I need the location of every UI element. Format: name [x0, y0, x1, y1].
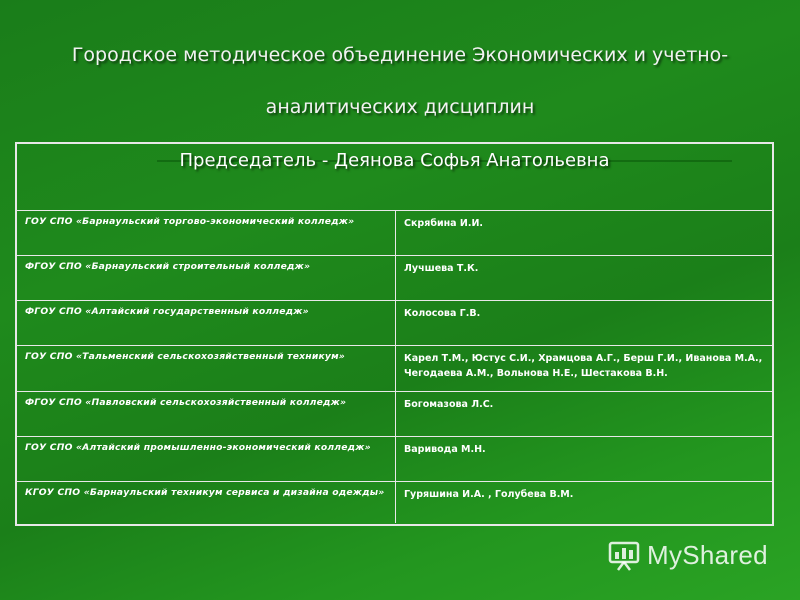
member-cell: Лучшева Т.К. [404, 263, 479, 274]
org-cell: ФГОУ СПО «Алтайский государственный колледж» [17, 301, 396, 345]
org-cell: ГОУ СПО «Барнаульский торгово-экономический колледж» [17, 211, 396, 255]
chairperson-label: Председатель - Деянова Софья Анатольевна [179, 150, 610, 171]
watermark-text: MyShared [647, 539, 768, 570]
presentation-board-icon [607, 538, 641, 572]
table-row [17, 482, 772, 523]
table-row [17, 301, 772, 346]
table-row [17, 256, 772, 301]
member-cell: Карел Т.М., Юстус С.И., Храмцова А.Г., Берш Г.И., Иванова М.А., Чегодаева А.М., Вольнова Н.Е., Шестакова В.Н. [404, 353, 763, 379]
table-row [17, 346, 772, 392]
table-row [17, 392, 772, 437]
org-cell: ГОУ СПО «Тальменский сельскохозяйственный техникум» [17, 346, 396, 391]
member-cell: Гуряшина И.А. , Голубева В.М. [404, 489, 574, 500]
member-cell: Варивода М.Н. [404, 444, 486, 455]
org-cell: ФГОУ СПО «Барнаульский строительный колледж» [17, 256, 396, 300]
member-cell: Скрябина И.И. [404, 218, 484, 229]
org-cell: КГОУ СПО «Барнаульский техникум сервиса и дизайна одежды» [17, 482, 396, 523]
org-cell: ФГОУ СПО «Павловский сельскохозяйственный колледж» [17, 392, 396, 436]
member-cell: Колосова Г.В. [404, 308, 481, 319]
myshared-watermark [607, 538, 768, 572]
slide-title-line2: аналитических дисциплин [265, 96, 535, 118]
slide-title-line1: Городское методическое объединение Экономических и учетно- [71, 44, 729, 66]
table-row [17, 437, 772, 482]
table-row [17, 211, 772, 256]
member-cell: Богомазова Л.С. [404, 399, 494, 410]
members-table [15, 142, 774, 526]
org-cell: ГОУ СПО «Алтайский промышленно-экономический колледж» [17, 437, 396, 481]
chair-row [17, 144, 772, 211]
